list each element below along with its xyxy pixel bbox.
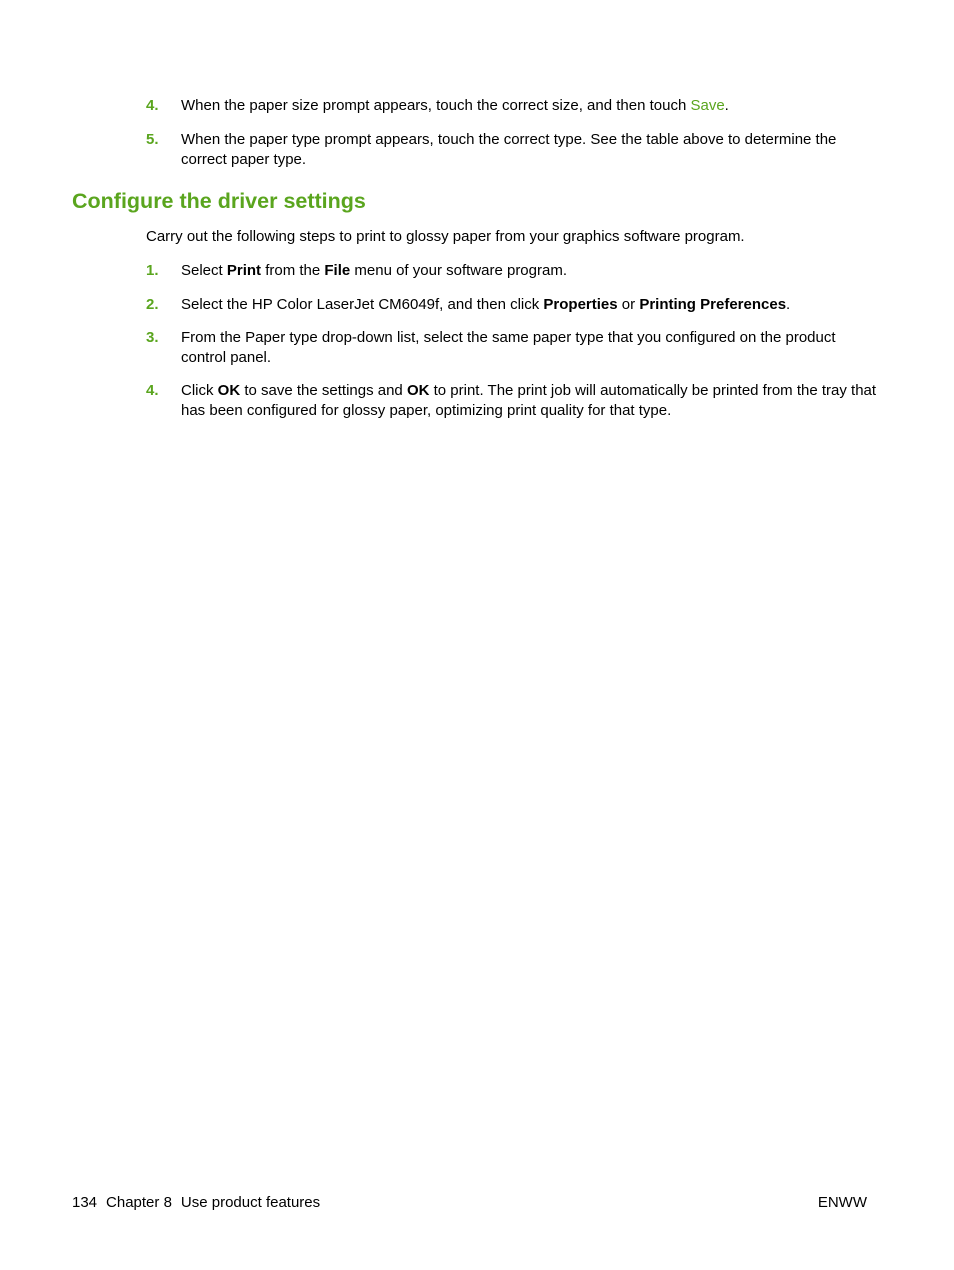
properties-term: Properties: [543, 296, 618, 313]
ok-term: OK: [406, 382, 430, 399]
page-number: 134: [72, 1194, 98, 1211]
step-text: Click OK to save the settings and OK to print. The print job will automatically be printed from the tray that has been configured for glossy paper, optimizing print quality for that type.: [181, 382, 877, 419]
ok-term: OK: [217, 382, 241, 399]
step-number: 2.: [146, 296, 159, 313]
chapter-label: Chapter 8: [106, 1194, 172, 1211]
step-number: 5.: [146, 131, 159, 148]
file-menu-term: File: [324, 262, 351, 279]
step-text: When the paper type prompt appears, touch the correct type. See the table above to determine the correct paper type.: [181, 131, 837, 168]
save-link[interactable]: Save: [690, 97, 725, 114]
step-text: When the paper size prompt appears, touch the correct size, and then touch Save.: [181, 97, 729, 114]
step-number: 4.: [146, 97, 159, 114]
step-text: Select the HP Color LaserJet CM6049f, and then click Properties or Printing Preferences.: [181, 296, 791, 313]
step-text: From the Paper type drop-down list, select the same paper type that you configured on the product control panel.: [181, 329, 836, 366]
printing-preferences-term: Printing Preferences: [639, 296, 787, 313]
step-number: 3.: [146, 329, 159, 346]
page-footer-left: [72, 1193, 320, 1213]
print-menu-term: Print: [226, 262, 262, 279]
section-intro: Carry out the following steps to print to glossy paper from your graphics software program.: [146, 228, 745, 245]
chapter-title: Use product features: [180, 1194, 321, 1211]
page-footer-right: ENWW: [817, 1194, 867, 1211]
step-text: Select Print from the File menu of your software program.: [181, 262, 567, 279]
step-number: 1.: [146, 262, 159, 279]
section-heading: Configure the driver settings: [72, 189, 366, 213]
step-number: 4.: [146, 382, 159, 399]
